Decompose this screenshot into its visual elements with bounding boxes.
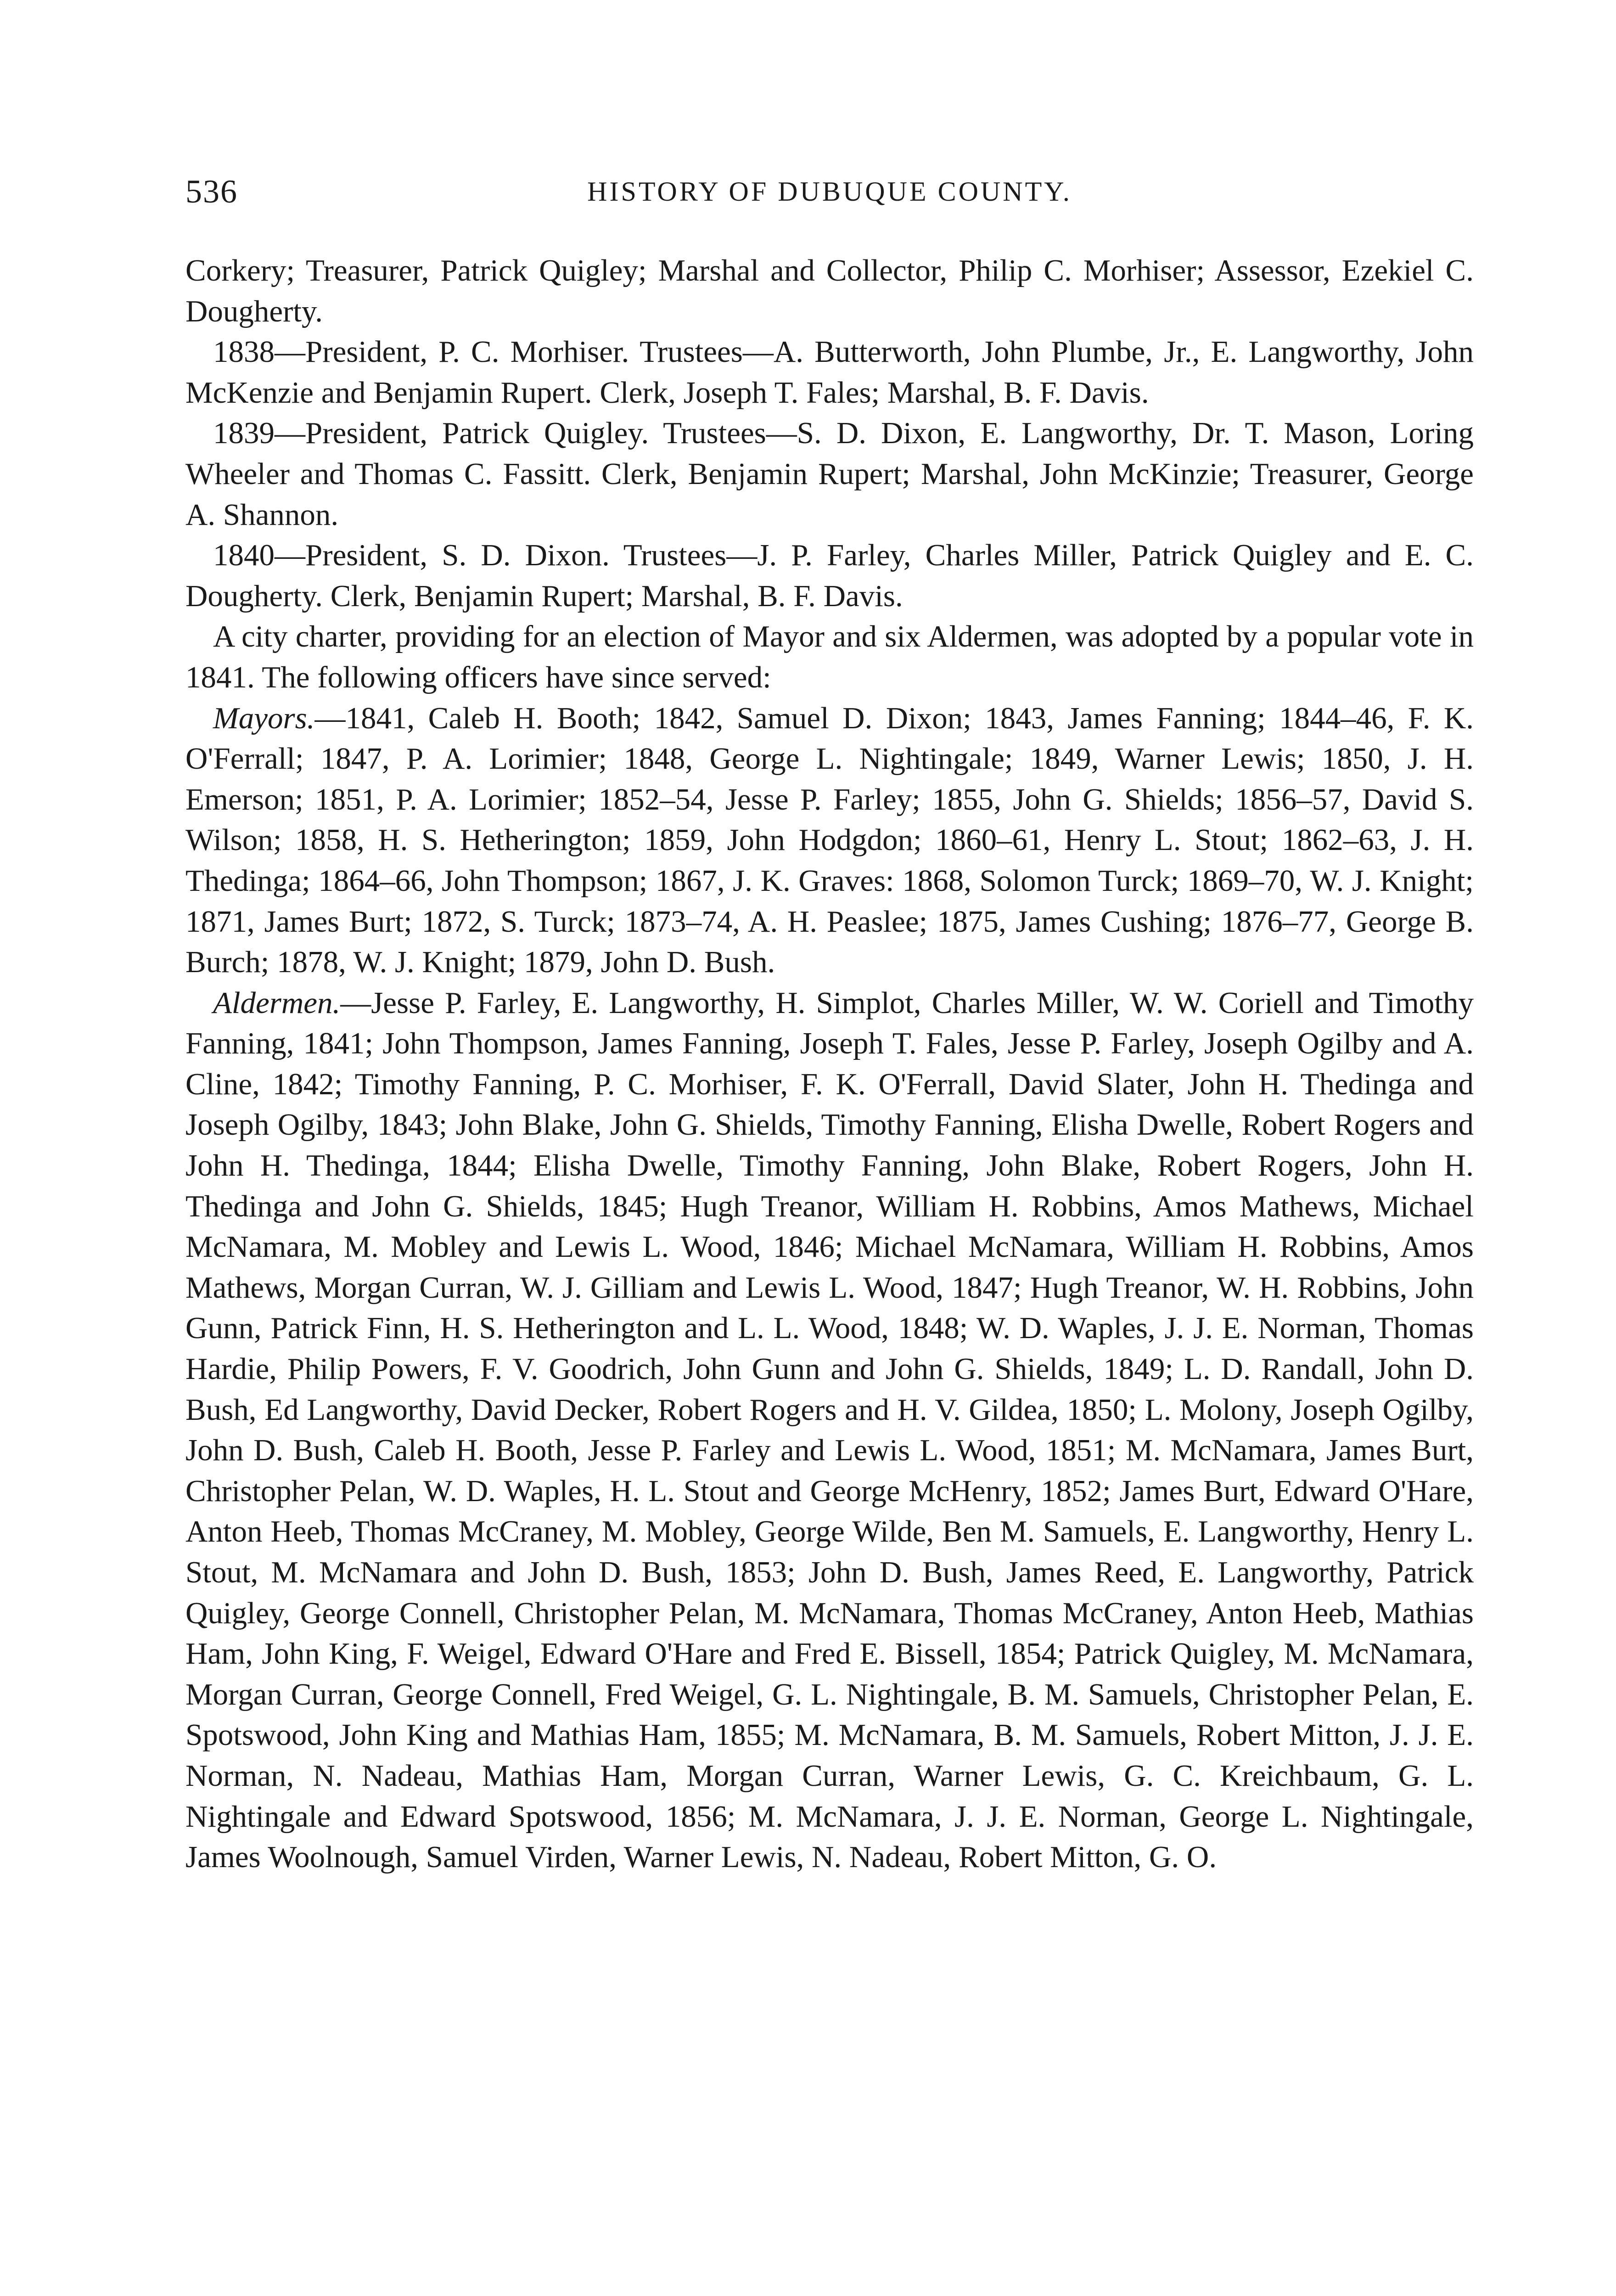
page-header [185, 171, 1474, 212]
paragraph-1839: 1839—President, Patrick Quigley. Trustees—S. D. Dixon, E. Langworthy, Dr. T. Mason, Loring Wheeler and Thomas C. Fassitt. Clerk, Benjamin Rupert; Marshal, John McKinzie; Treasurer, George A. Shannon. [185, 416, 1474, 532]
paragraph-1840: 1840—President, S. D. Dixon. Trustees—J. P. Farley, Charles Miller, Patrick Quigley and E. C. Dougherty. Clerk, Benjamin Rupert; Marshal, B. F. Davis. [185, 538, 1474, 613]
paragraph-city-charter: A city charter, providing for an election of Mayor and six Aldermen, was adopted by a popular vote in 1841. The following officers have since served: [185, 619, 1474, 694]
body-text [185, 250, 1474, 1878]
paragraph-corkery: Corkery; Treasurer, Patrick Quigley; Marshal and Collector, Philip C. Morhiser; Assessor, Ezekiel C. Dougherty. [185, 253, 1474, 328]
mayors-list: —1841, Caleb H. Booth; 1842, Samuel D. Dixon; 1843, James Fanning; 1844–46, F. K. O'Ferrall; 1847, P. A. Lorimier; 1848, George L. Nightingale; 1849, Warner Lewis; 1850, J. H. Emerson; 1851, P. A. Lorimier; 1852–54, Jesse P. Farley; 1855, John G. Shields; 1856–57, David S. Wilson; 1858, H. S. Hetherington; 1859, John Hodgdon; 1860–61, Henry L. Stout; 1862–63, J. H. Thedinga; 1864–66, John Thompson; 1867, J. K. Graves: 1868, Solomon Turck; 1869–70, W. J. Knight; 1871, James Burt; 1872, S. Turck; 1873–74, A. H. Peaslee; 1875, James Cushing; 1876–77, George B. Burch; 1878, W. J. Knight; 1879, John D. Bush. [185, 701, 1474, 979]
running-head: HISTORY OF DUBUQUE COUNTY. [587, 176, 1072, 207]
paragraph-mayors [185, 698, 1474, 983]
paragraph-1838: 1838—President, P. C. Morhiser. Trustees—A. Butterworth, John Plumbe, Jr., E. Langworthy, John McKenzie and Benjamin Rupert. Clerk, Joseph T. Fales; Marshal, B. F. Davis. [185, 335, 1474, 410]
mayors-label: Mayors. [213, 701, 315, 735]
page-number: 536 [185, 173, 238, 210]
aldermen-label: Aldermen. [213, 985, 341, 1020]
aldermen-list: —Jesse P. Farley, E. Langworthy, H. Simplot, Charles Miller, W. W. Coriell and Timothy Fanning, 1841; John Thompson, James Fanning, Joseph T. Fales, Jesse P. Farley, Joseph Ogilby and A. Cline, 1842; Timothy Fanning, P. C. Morhiser, F. K. O'Ferrall, David Slater, John H. Thedinga and Joseph Ogilby, 1843; John Blake, John G. Shields, Timothy Fanning, Elisha Dwelle, Robert Rogers and John H. Thedinga, 1844; Elisha Dwelle, Timothy Fanning, John Blake, Robert Rogers, John H. Thedinga and John G. Shields, 1845; Hugh Treanor, William H. Robbins, Amos Mathews, Michael McNamara, M. Mobley and Lewis L. Wood, 1846; Michael McNamara, William H. Robbins, Amos Mathews, Morgan Curran, W. J. Gilliam and Lewis L. Wood, 1847; Hugh Treanor, W. H. Robbins, John Gunn, Patrick Finn, H. S. Hetherington and L. L. Wood, 1848; W. D. Waples, J. J. E. Norman, Thomas Hardie, Philip Powers, F. V. Goodrich, John Gunn and John G. Shields, 1849; L. D. Randall, John D. Bush, Ed Langworthy, David Decker, Robert Rogers and H. V. Gildea, 1850; L. Molony, Joseph Ogilby, John D. Bush, Caleb H. Booth, Jesse P. Farley and Lewis L. Wood, 1851; M. McNamara, James Burt, Christopher Pelan, W. D. Waples, H. L. Stout and George McHenry, 1852; James Burt, Edward O'Hare, Anton Heeb, Thomas McCraney, M. Mobley, George Wilde, Ben M. Samuels, E. Langworthy, Henry L. Stout, M. McNamara and John D. Bush, 1853; John D. Bush, James Reed, E. Langworthy, Patrick Quigley, George Connell, Christopher Pelan, M. McNamara, Thomas McCraney, Anton Heeb, Mathias Ham, John King, F. Weigel, Edward O'Hare and Fred E. Bissell, 1854; Patrick Quigley, M. McNamara, Morgan Curran, George Connell, Fred Weigel, G. L. Nightingale, B. M. Samuels, Christopher Pelan, E. Spotswood, John King and Mathias Ham, 1855; M. McNamara, B. M. Samuels, Robert Mitton, J. J. E. Norman, N. Nadeau, Mathias Ham, Morgan Curran, Warner Lewis, G. C. Kreichbaum, G. L. Nightingale and Edward Spotswood, 1856; M. McNamara, J. J. E. Norman, George L. Nightingale, James Woolnough, Samuel Virden, Warner Lewis, N. Nadeau, Robert Mitton, G. O. [185, 985, 1474, 1874]
paragraph-aldermen [185, 983, 1474, 1878]
